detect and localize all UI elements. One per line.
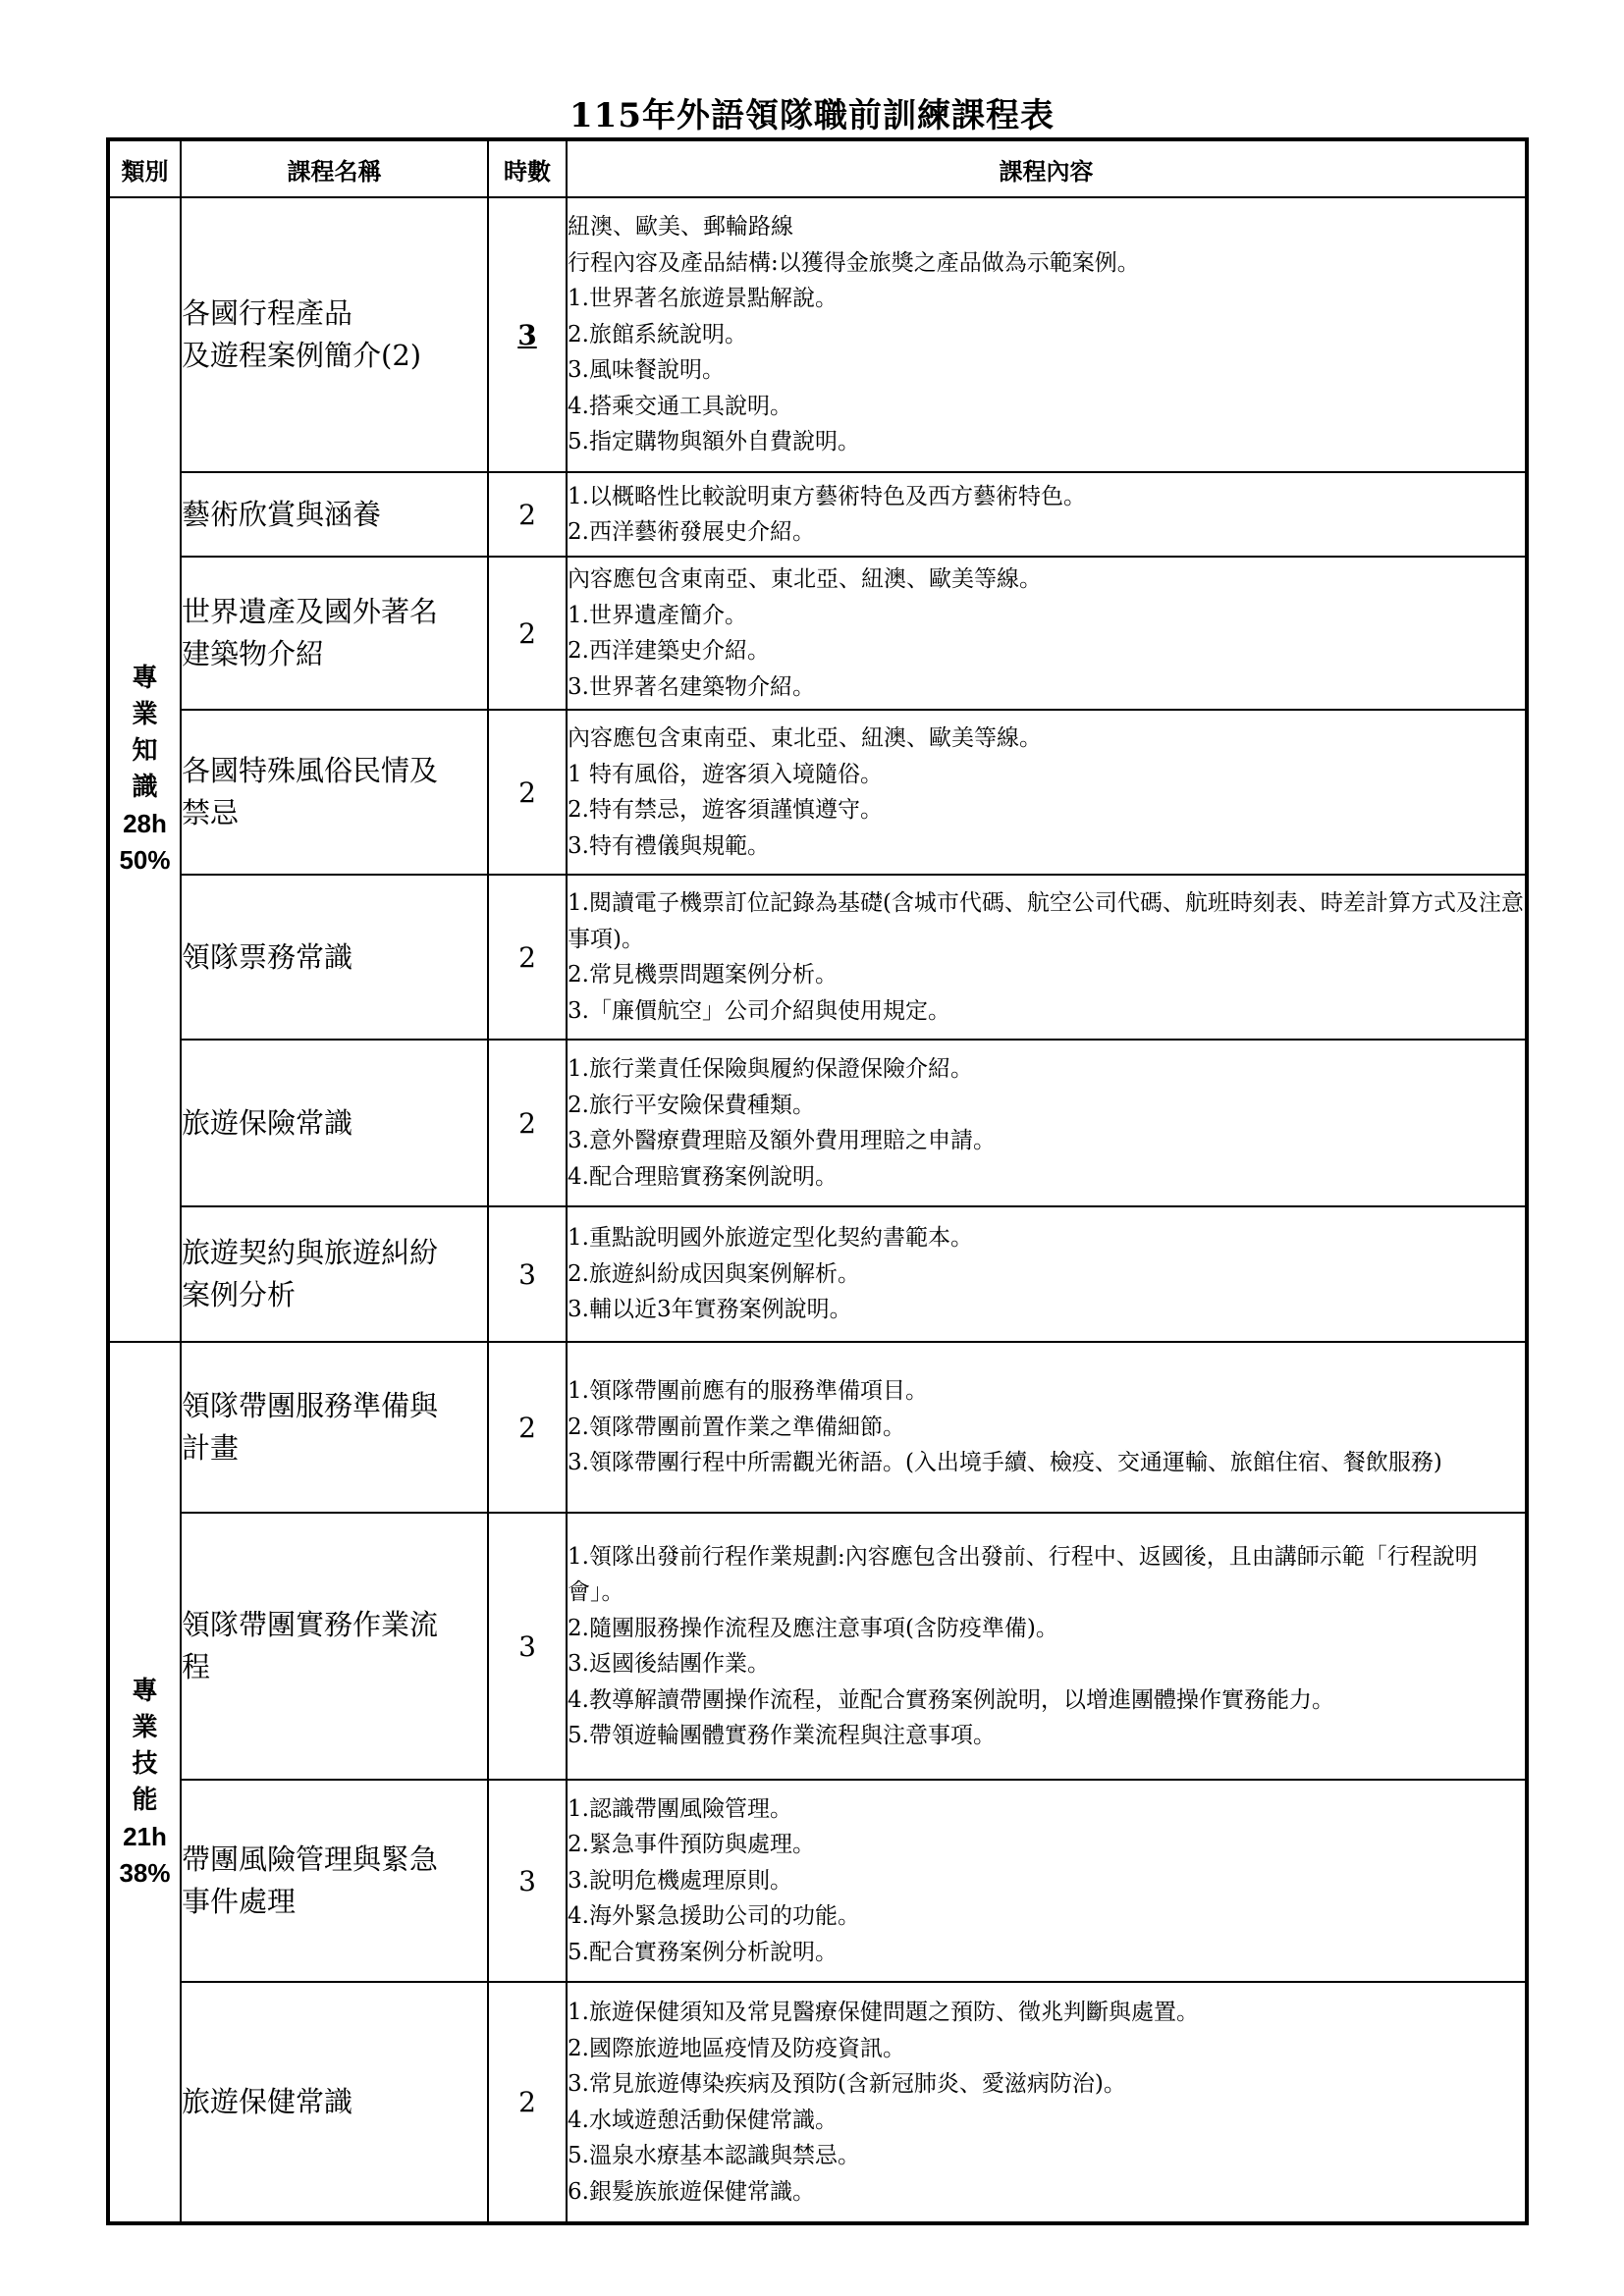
course-name-line: 案例分析 [182,1278,297,1311]
content-line: 2.國際旅遊地區疫情及防疫資訊。 [568,2035,905,2061]
course-name [181,197,488,472]
content-line: 紐澳、歐美、郵輪路線 [568,214,793,240]
table-row [108,557,1527,710]
course-hours: 2 [488,1342,567,1513]
table-row [108,875,1527,1040]
course-name [181,1342,488,1513]
course-name-line: 建築物介紹 [182,637,325,670]
category-char: 業 [132,700,158,729]
content-line: 2.常見機票問題案例分析。 [568,962,838,988]
content-line: 2.緊急事件預防與處理。 [568,1832,815,1858]
category-char: 能 [132,1785,158,1815]
course-name [181,1780,488,1982]
course-content [567,472,1527,557]
content-line: 3.風味餐說明。 [568,357,725,384]
course-name [181,1513,488,1780]
category-char: 專 [132,664,158,693]
course-table [106,137,1529,2225]
course-hours: 2 [488,1040,567,1206]
category-percent: 50% [119,845,171,875]
course-name-line: 事件處理 [182,1885,297,1918]
content-line: 3.領隊帶團行程中所需觀光術語。(入出境手續、檢疫、交通運輸、旅館住宿、餐飲服務) [568,1450,1442,1476]
header-course: 課程名稱 [181,139,488,197]
course-hours: 3 [488,197,567,472]
course-name [181,1206,488,1342]
content-line: 2.西洋藝術發展史介紹。 [568,519,815,545]
header-category: 類別 [108,139,181,197]
course-content [567,1206,1527,1342]
content-line: 3.說明危機處理原則。 [568,1867,792,1894]
course-name-line: 領隊票務常識 [182,939,353,974]
course-content [567,1982,1527,2223]
course-name-line: 旅遊保險常識 [182,1105,353,1140]
content-line: 1.旅遊保健須知及常見醫療保健問題之預防、徵兆判斷與處置。 [568,2000,1199,2025]
course-name [181,557,488,710]
course-name-line: 帶團風險管理與緊急 [182,1842,439,1876]
course-name-line: 及遊程案例簡介(2) [182,339,422,372]
content-line: 2.隨團服務操作流程及應注意事項(含防疫準備)。 [568,1615,1058,1641]
content-line: 1.領隊出發前行程作業規劃:內容應包含出發前、行程中、返國後，且由講師示範「行程說明會」。 [568,1543,1478,1605]
course-content [567,557,1527,710]
course-content [567,710,1527,875]
table-row [108,1040,1527,1206]
table-row [108,1513,1527,1780]
course-hours: 2 [488,1982,567,2223]
course-content [567,1342,1527,1513]
course-hours: 3 [488,1513,567,1780]
table-row [108,1780,1527,1982]
course-content [567,1040,1527,1206]
course-name [181,472,488,557]
content-line: 5.溫泉水療基本認識與禁忌。 [568,2143,860,2168]
content-line: 3.返國後結團作業。 [568,1651,770,1677]
course-name [181,1040,488,1206]
course-name-line: 各國特殊風俗民情及 [182,754,439,787]
course-hours: 2 [488,875,567,1040]
table-row [108,1206,1527,1342]
category-char: 專 [132,1676,158,1706]
course-content [567,875,1527,1040]
course-name-line: 各國行程產品 [182,296,353,330]
content-line: 1.閱讀電子機票訂位記錄為基礎(含城市代碼、航空公司代碼、航班時刻表、時差計算方式及注意事項)。 [568,890,1524,952]
content-line: 內容應包含東南亞、東北亞、紐澳、歐美等線。 [568,566,1042,592]
course-content [567,1780,1527,1982]
category-hours: 21h [123,1821,167,1851]
content-line: 5.指定購物與額外自費說明。 [568,429,860,455]
category-professional-knowledge [108,197,181,1342]
category-char: 業 [132,1712,158,1742]
content-line: 4.海外緊急援助公司的功能。 [568,1903,860,1930]
course-name-line: 領隊帶團服務準備與 [182,1389,439,1422]
course-name [181,710,488,875]
content-line: 1.領隊帶團前應有的服務準備項目。 [568,1378,928,1405]
course-name [181,875,488,1040]
content-line: 2.旅行平安險保費種類。 [568,1092,815,1118]
category-char: 識 [132,773,158,802]
content-line: 3.世界著名建築物介紹。 [568,673,815,700]
page-title: 115年外語領隊職前訓練課程表 [569,96,1055,135]
content-line: 2.特有禁忌，遊客須謹慎遵守。 [568,797,883,823]
category-char: 技 [132,1748,158,1779]
content-line: 2.旅遊糾紛成因與案例解析。 [568,1260,860,1287]
course-name-line: 旅遊契約與旅遊糾紛 [182,1236,439,1269]
category-percent: 38% [119,1857,171,1888]
course-content [567,197,1527,472]
content-line: 3.意外醫療費理賠及額外費用理賠之申請。 [568,1128,996,1153]
content-line: 內容應包含東南亞、東北亞、紐澳、歐美等線。 [568,725,1042,751]
content-line: 1.重點說明國外旅遊定型化契約書範本。 [568,1225,973,1252]
content-line: 5.帶領遊輪團體實務作業流程與注意事項。 [568,1723,996,1748]
course-name-line: 計畫 [182,1431,240,1465]
course-hours: 2 [488,557,567,710]
content-line: 6.銀髮族旅遊保健常識。 [568,2178,815,2205]
content-line: 2.西洋建築史介紹。 [568,638,770,664]
category-char: 知 [132,736,158,766]
content-line: 1 特有風俗，遊客須入境隨俗。 [568,761,883,787]
course-name-line: 世界遺產及國外著名 [182,595,439,628]
table-row [108,1982,1527,2223]
content-line: 2.旅館系統說明。 [568,321,747,347]
course-name-line: 程 [182,1650,211,1683]
course-name-line: 領隊帶團實務作業流 [182,1608,439,1641]
content-line: 4.教導解讀帶團操作流程，並配合實務案例說明，以增進團體操作實務能力。 [568,1686,1334,1713]
content-line: 5.配合實務案例分析說明。 [568,1939,838,1965]
content-line: 4.水域遊憩活動保健常識。 [568,2107,838,2133]
content-line: 4.搭乘交通工具說明。 [568,393,792,419]
content-line: 1.旅行業責任保險與履約保證保險介紹。 [568,1056,973,1082]
content-line: 3.輔以近3年實務案例說明。 [568,1297,852,1323]
course-content [567,1513,1527,1780]
table-row [108,472,1527,557]
course-name-line: 藝術欣賞與涵養 [182,497,382,531]
content-line: 2.領隊帶團前置作業之準備細節。 [568,1414,905,1440]
content-line: 3.常見旅遊傳染疾病及預防(含新冠肺炎、愛滋病防治)。 [568,2071,1126,2097]
content-line: 3.特有禮儀與規範。 [568,832,770,859]
header-content: 課程內容 [567,139,1527,197]
content-line: 4.配合理賠實務案例說明。 [568,1163,838,1190]
content-line: 3.「廉價航空」公司介紹與使用規定。 [568,997,950,1024]
table-row [108,1342,1527,1513]
content-line: 1.認識帶團風險管理。 [568,1795,792,1822]
course-name [181,1982,488,2223]
content-line: 行程內容及產品結構:以獲得金旅獎之產品做為示範案例。 [568,249,1140,276]
content-line: 1.以概略性比較說明東方藝術特色及西方藝術特色。 [568,483,1086,509]
table-row [108,197,1527,472]
course-name-line: 旅遊保健常識 [182,2085,353,2118]
table-row [108,710,1527,875]
content-line: 1.世界遺產簡介。 [568,602,747,628]
course-hours: 2 [488,472,567,557]
content-line: 1.世界著名旅遊景點解說。 [568,286,838,312]
course-name-line: 禁忌 [182,796,240,829]
course-hours: 3 [488,1780,567,1982]
header-hours: 時數 [488,139,567,197]
table-header-row [108,139,1527,197]
category-professional-skills [108,1342,181,2223]
category-hours: 28h [123,809,167,838]
course-hours: 2 [488,710,567,875]
course-hours: 3 [488,1206,567,1342]
